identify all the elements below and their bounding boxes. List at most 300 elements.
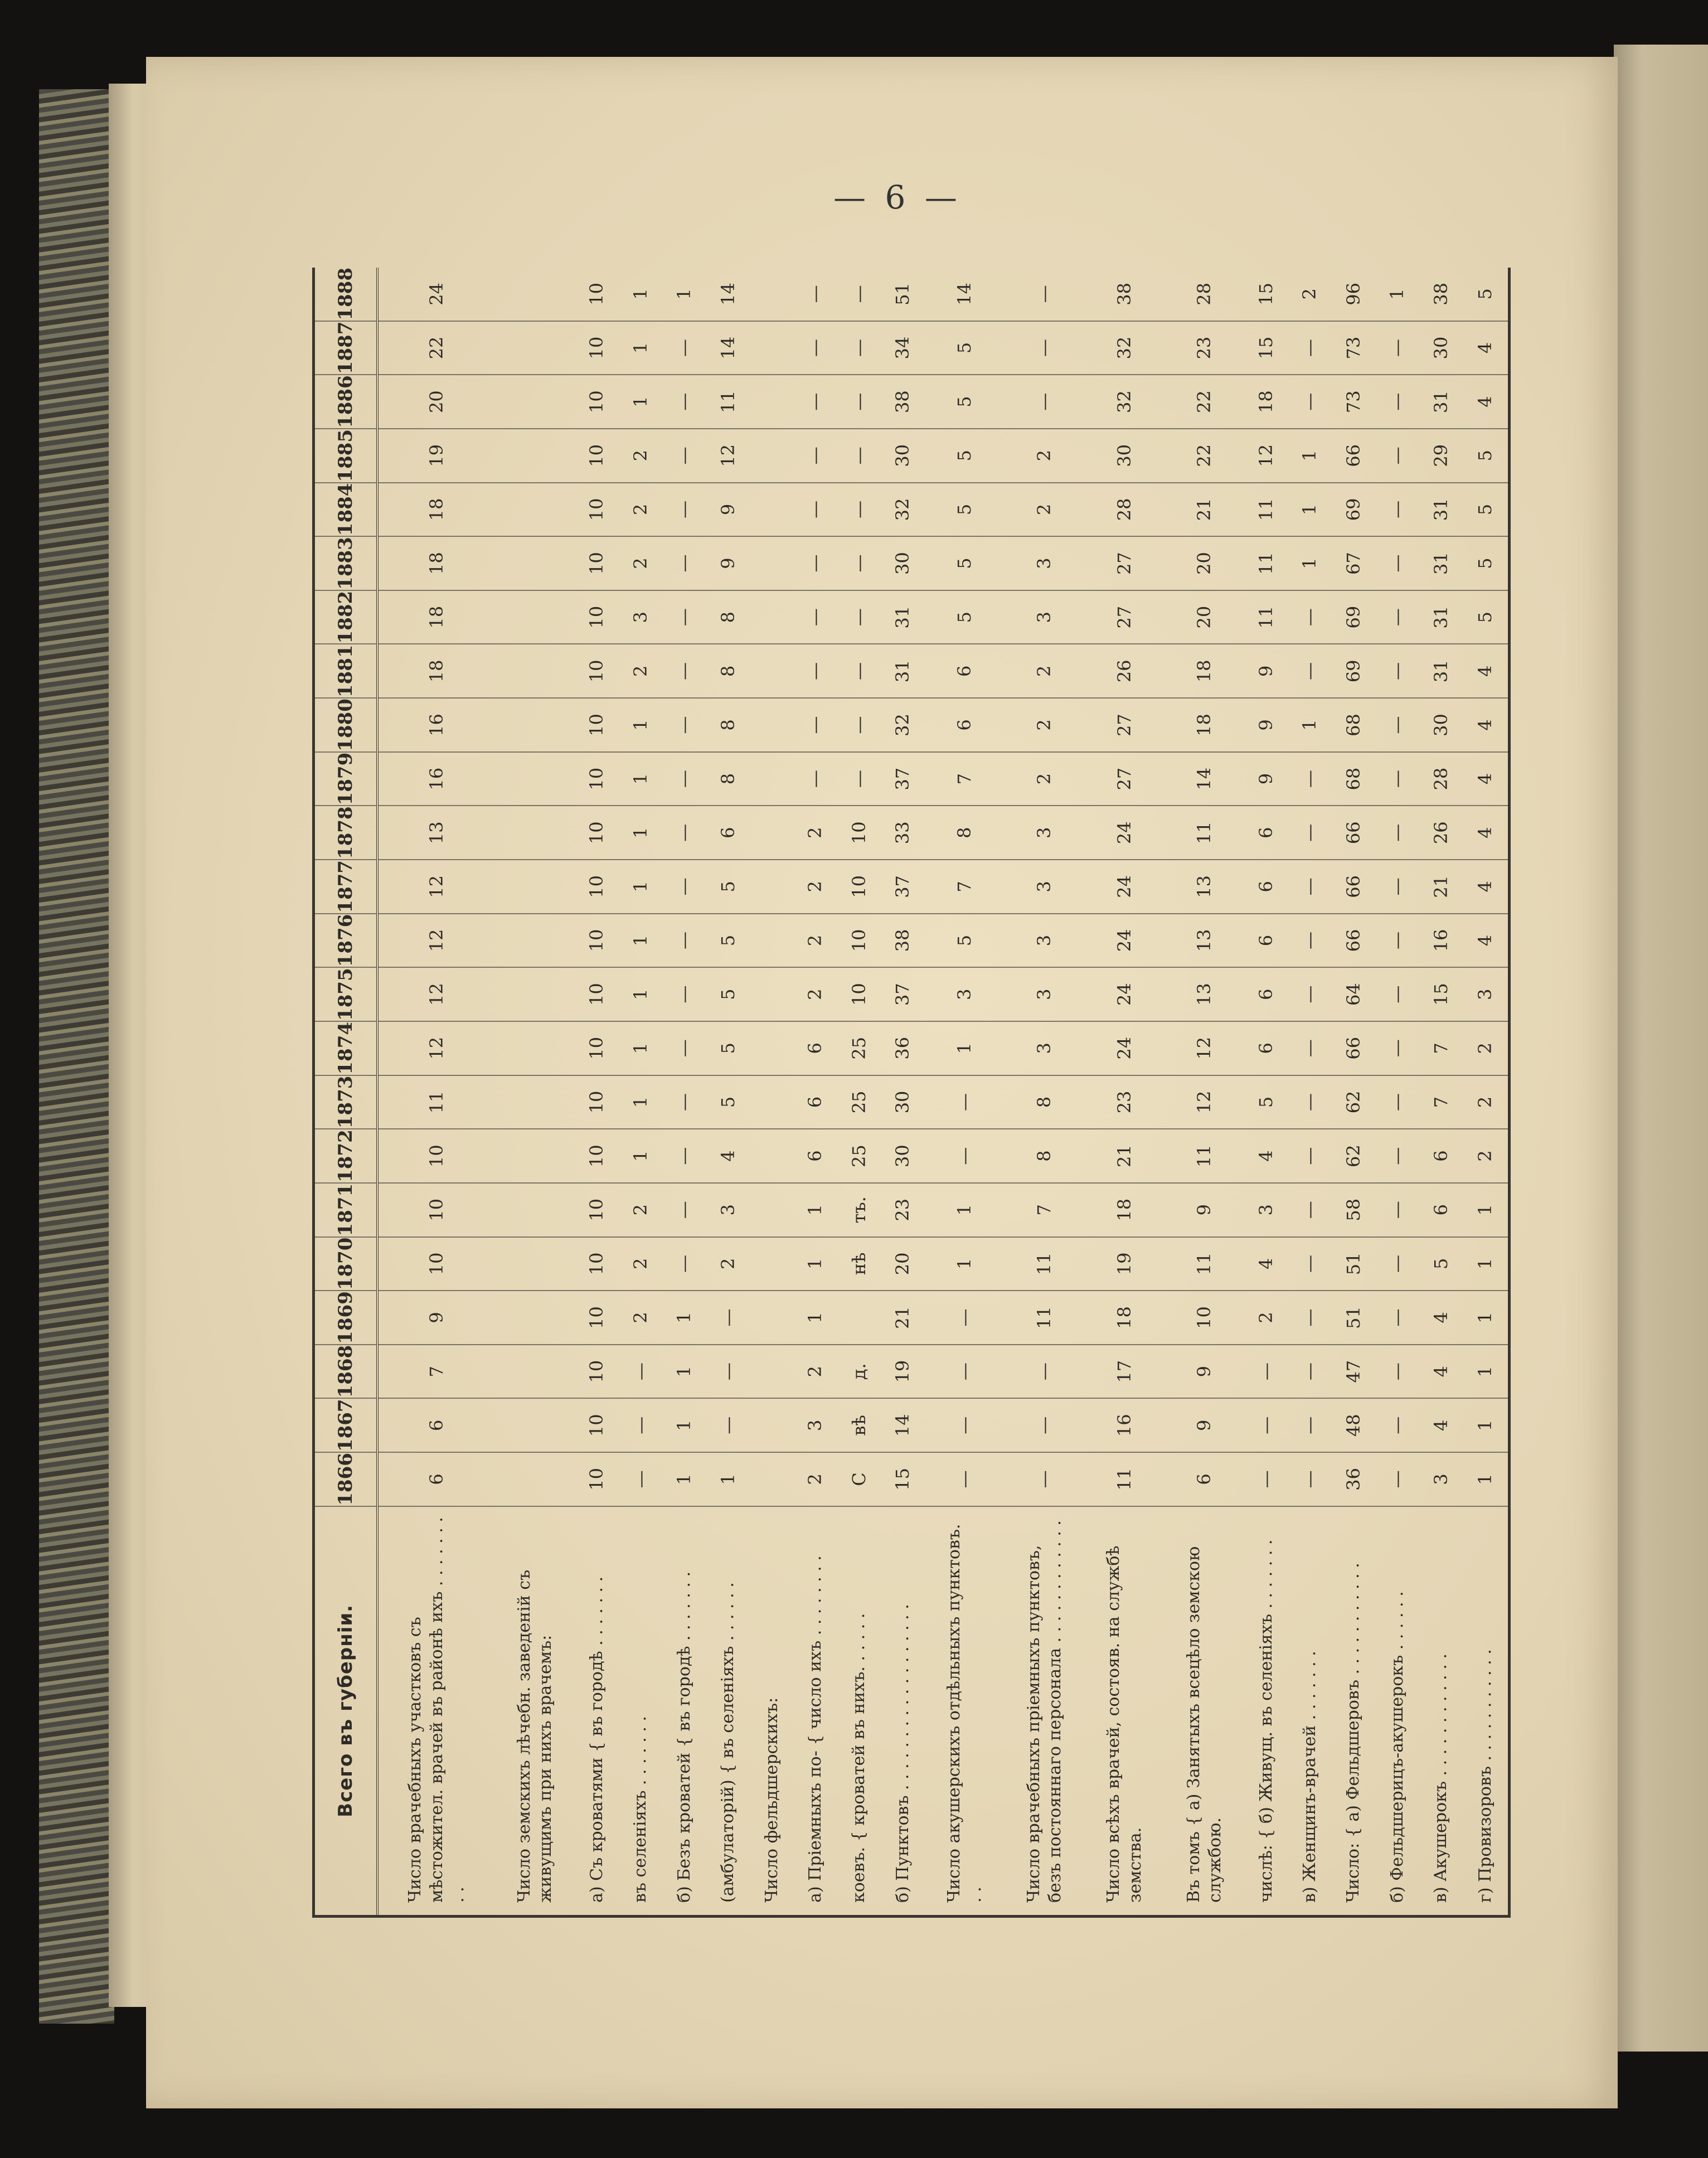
table-cell: 14: [706, 321, 750, 375]
table-cell: 1: [619, 1129, 662, 1183]
table-cell: 24: [1085, 967, 1164, 1021]
table-cell: 68: [1332, 698, 1375, 752]
table-cell: [496, 590, 575, 644]
table-cell: —: [1288, 752, 1332, 806]
table-cell: 5: [706, 1021, 750, 1075]
table-cell: 4: [1463, 806, 1510, 860]
row-label: г) Провизоровъ . . . . . . . . . . .: [1463, 1506, 1510, 1917]
table-cell: 10: [575, 483, 619, 537]
table-cell: —: [1376, 1075, 1419, 1129]
table-cell: 1: [1463, 1237, 1510, 1291]
table-cell: —: [663, 967, 706, 1021]
table-cell: 5: [925, 483, 1005, 537]
row-label: Число врачебныхъ участковъ съ мѣстожител. врачей въ районѣ ихъ . . . . . . . . .: [377, 1506, 496, 1917]
table-cell: —: [1245, 1452, 1288, 1506]
row-label: б) Безъ кроватей { въ городѣ . . . . . . .: [663, 1506, 706, 1917]
table-cell: 1: [1463, 1452, 1510, 1506]
table-cell: 1: [619, 752, 662, 806]
table-cell: 6: [1419, 1129, 1463, 1183]
table-cell: [496, 914, 575, 968]
table-cell: 3: [1005, 1021, 1085, 1075]
table-cell: 2: [1463, 1129, 1510, 1183]
table-cell: 1: [663, 268, 706, 321]
table-cell: 31: [881, 590, 925, 644]
table-cell: 10: [575, 429, 619, 483]
table-cell: 4: [1463, 860, 1510, 914]
year-header: 1888: [314, 268, 378, 321]
table-cell: [496, 752, 575, 806]
table-cell: —: [663, 1129, 706, 1183]
table-cell: 1: [1288, 429, 1332, 483]
table-cell: —: [1005, 1452, 1085, 1506]
table-cell: —: [1005, 268, 1085, 321]
table-cell: —: [925, 1398, 1005, 1452]
table-cell: 10: [575, 1291, 619, 1345]
table-cell: 15: [881, 1452, 925, 1506]
table-cell: —: [837, 698, 881, 752]
table-cell: 66: [1332, 806, 1375, 860]
table-cell: 5: [706, 967, 750, 1021]
table-cell: 10: [377, 1237, 496, 1291]
row-label: Число: { а) Фельдшеровъ . . . . . . . . . . .: [1332, 1506, 1375, 1917]
table-row: [1419, 268, 1463, 1917]
table-cell: 31: [1419, 536, 1463, 590]
table-cell: —: [1288, 1021, 1332, 1075]
table-cell: 30: [881, 1129, 925, 1183]
page-number: — 6 —: [833, 178, 962, 216]
table-cell: 10: [575, 1237, 619, 1291]
table-cell: 2: [1463, 1021, 1510, 1075]
table-cell: 32: [881, 698, 925, 752]
row-label: в) Женщинъ-врачей . . . . . . .: [1288, 1506, 1332, 1917]
table-cell: 1: [1288, 483, 1332, 537]
year-header: 1875: [314, 967, 378, 1021]
table-cell: 30: [1419, 321, 1463, 375]
table-cell: 1: [1288, 698, 1332, 752]
table-cell: 2: [706, 1237, 750, 1291]
table-cell: 69: [1332, 590, 1375, 644]
table-cell: 3: [1419, 1452, 1463, 1506]
table-cell: 38: [1419, 268, 1463, 321]
year-header: 1882: [314, 590, 378, 644]
table-cell: 10: [575, 752, 619, 806]
table-cell: —: [1288, 321, 1332, 375]
table-cell: 23: [1085, 1075, 1164, 1129]
table-cell: 10: [837, 967, 881, 1021]
table-cell: 26: [1419, 806, 1463, 860]
table-cell: —: [794, 483, 837, 537]
table-cell: 18: [377, 536, 496, 590]
table-cell: 5: [1419, 1237, 1463, 1291]
table-cell: 16: [1085, 1398, 1164, 1452]
table-cell: 2: [1288, 268, 1332, 321]
row-label: (амбулаторій) { въ селеніяхъ . . . . . .: [706, 1506, 750, 1917]
rotated-table-container: [312, 268, 1511, 1918]
table-cell: 1: [663, 1345, 706, 1399]
table-cell: [496, 1345, 575, 1399]
table-cell: 4: [706, 1129, 750, 1183]
table-cell: —: [794, 536, 837, 590]
table-cell: 3: [706, 1183, 750, 1237]
table-cell: —: [663, 1075, 706, 1129]
table-cell: 3: [1005, 590, 1085, 644]
table-cell: —: [663, 1021, 706, 1075]
table-cell: [496, 1021, 575, 1075]
table-cell: —: [925, 1291, 1005, 1345]
table-cell: [750, 375, 794, 429]
table-cell: 3: [1005, 860, 1085, 914]
table-cell: 1: [619, 967, 662, 1021]
table-cell: 1: [619, 806, 662, 860]
table-cell: 68: [1332, 752, 1375, 806]
table-cell: —: [663, 914, 706, 968]
table-cell: 7: [1005, 1183, 1085, 1237]
table-cell: —: [1005, 375, 1085, 429]
table-cell: 6: [1164, 1452, 1244, 1506]
table-cell: 18: [377, 483, 496, 537]
table-cell: 2: [1005, 483, 1085, 537]
table-cell: —: [794, 375, 837, 429]
table-row: [1005, 268, 1085, 1917]
table-row: [377, 268, 496, 1917]
table-cell: 1: [1376, 268, 1419, 321]
row-label: коевъ. { кроватей въ нихъ. . . . . .: [837, 1506, 881, 1917]
table-cell: 10: [575, 1398, 619, 1452]
table-cell: 4: [1463, 914, 1510, 968]
table-cell: 18: [1164, 698, 1244, 752]
table-cell: —: [1376, 1021, 1419, 1075]
table-cell: С: [837, 1452, 881, 1506]
table-cell: —: [1288, 1398, 1332, 1452]
table-cell: 23: [881, 1183, 925, 1237]
table-cell: 7: [377, 1345, 496, 1399]
table-cell: 9: [1164, 1345, 1244, 1399]
table-cell: 6: [794, 1021, 837, 1075]
table-cell: 36: [881, 1021, 925, 1075]
table-cell: —: [794, 644, 837, 698]
table-cell: —: [837, 536, 881, 590]
table-cell: [750, 429, 794, 483]
table-cell: [496, 429, 575, 483]
table-cell: 36: [1332, 1452, 1375, 1506]
table-cell: [750, 321, 794, 375]
table-header-row: [314, 268, 378, 1917]
table-cell: 67: [1332, 536, 1375, 590]
table-cell: [750, 1398, 794, 1452]
table-cell: д.: [837, 1345, 881, 1399]
table-cell: 4: [1245, 1237, 1288, 1291]
table-cell: [750, 1075, 794, 1129]
table-cell: 20: [1164, 590, 1244, 644]
table-cell: 11: [706, 375, 750, 429]
table-row: [496, 268, 575, 1917]
table-cell: —: [1376, 967, 1419, 1021]
table-cell: [496, 1183, 575, 1237]
table-cell: 7: [925, 752, 1005, 806]
table-cell: 10: [575, 590, 619, 644]
row-label: б) Пунктовъ . . . . . . . . . . . . . . . . . .: [881, 1506, 925, 1917]
table-cell: 37: [881, 860, 925, 914]
table-cell: 5: [1463, 483, 1510, 537]
table-cell: 1: [619, 375, 662, 429]
table-cell: 8: [1005, 1075, 1085, 1129]
table-cell: —: [706, 1291, 750, 1345]
table-cell: 73: [1332, 321, 1375, 375]
year-header: 1869: [314, 1291, 378, 1345]
table-cell: 4: [1419, 1398, 1463, 1452]
table-cell: —: [663, 483, 706, 537]
table-cell: тъ.: [837, 1183, 881, 1237]
table-cell: 8: [1005, 1129, 1085, 1183]
table-cell: [750, 806, 794, 860]
table-cell: 11: [1164, 806, 1244, 860]
table-cell: 48: [1332, 1398, 1375, 1452]
table-cell: 14: [1164, 752, 1244, 806]
table-cell: 9: [1164, 1398, 1244, 1452]
table-cell: [750, 1183, 794, 1237]
table-cell: 3: [1463, 967, 1510, 1021]
table-cell: 1: [1463, 1291, 1510, 1345]
table-cell: 19: [377, 429, 496, 483]
table-cell: 10: [575, 536, 619, 590]
table-cell: 18: [1245, 375, 1288, 429]
table-cell: 12: [377, 1021, 496, 1075]
table-cell: 25: [837, 1021, 881, 1075]
table-cell: 1: [619, 1075, 662, 1129]
table-cell: нѣ: [837, 1237, 881, 1291]
table-cell: —: [1288, 1237, 1332, 1291]
table-cell: 12: [706, 429, 750, 483]
table-cell: 32: [881, 483, 925, 537]
table-cell: 9: [706, 483, 750, 537]
year-header: 1887: [314, 321, 378, 375]
year-header: 1885: [314, 429, 378, 483]
table-cell: —: [1288, 860, 1332, 914]
table-cell: —: [1376, 914, 1419, 968]
table-cell: 7: [1419, 1021, 1463, 1075]
table-cell: —: [663, 321, 706, 375]
table-cell: 12: [1245, 429, 1288, 483]
table-cell: —: [663, 752, 706, 806]
table-cell: 3: [1005, 914, 1085, 968]
table-cell: 12: [1164, 1021, 1244, 1075]
table-cell: —: [1376, 483, 1419, 537]
table-cell: 15: [1245, 268, 1288, 321]
table-cell: 5: [706, 914, 750, 968]
table-cell: 1: [619, 268, 662, 321]
table-cell: 1: [1463, 1345, 1510, 1399]
table-cell: 1: [663, 1291, 706, 1345]
table-cell: 2: [794, 860, 837, 914]
table-cell: [496, 375, 575, 429]
table-cell: 12: [377, 967, 496, 1021]
table-cell: 51: [1332, 1237, 1375, 1291]
year-header: 1874: [314, 1021, 378, 1075]
table-cell: —: [706, 1398, 750, 1452]
table-cell: 11: [1245, 590, 1288, 644]
table-cell: 21: [1419, 860, 1463, 914]
table-cell: 6: [794, 1129, 837, 1183]
table-cell: [496, 1452, 575, 1506]
table-cell: 1: [925, 1021, 1005, 1075]
table-cell: —: [619, 1398, 662, 1452]
table-row: [1245, 268, 1288, 1917]
table-cell: 14: [706, 268, 750, 321]
table-cell: 8: [706, 752, 750, 806]
table-cell: 5: [706, 860, 750, 914]
table-cell: —: [663, 1183, 706, 1237]
table-cell: 2: [794, 967, 837, 1021]
table-cell: 37: [881, 752, 925, 806]
table-cell: 5: [706, 1075, 750, 1129]
table-cell: 8: [706, 644, 750, 698]
table-cell: 4: [1463, 644, 1510, 698]
table-cell: 31: [1419, 644, 1463, 698]
table-cell: —: [1376, 1183, 1419, 1237]
table-cell: [750, 1237, 794, 1291]
table-cell: 30: [881, 536, 925, 590]
table-cell: 13: [1164, 914, 1244, 968]
table-cell: 26: [1085, 644, 1164, 698]
table-cell: 1: [925, 1183, 1005, 1237]
table-cell: 10: [575, 321, 619, 375]
table-row: [706, 268, 750, 1917]
table-cell: 2: [1005, 752, 1085, 806]
table-cell: 1: [619, 1021, 662, 1075]
table-cell: 30: [1419, 698, 1463, 752]
table-cell: 10: [575, 914, 619, 968]
table-cell: —: [837, 321, 881, 375]
table-cell: 9: [1245, 752, 1288, 806]
year-header: 1868: [314, 1345, 378, 1399]
table-cell: 24: [1085, 914, 1164, 968]
table-cell: 1: [794, 1291, 837, 1345]
table-row: [1463, 268, 1510, 1917]
table-cell: 2: [619, 1237, 662, 1291]
table-cell: 9: [377, 1291, 496, 1345]
table-cell: 6: [377, 1452, 496, 1506]
table-cell: —: [1376, 1398, 1419, 1452]
table-cell: 10: [575, 268, 619, 321]
table-cell: [496, 321, 575, 375]
table-row: [881, 268, 925, 1917]
table-cell: 1: [1463, 1398, 1510, 1452]
year-header: 1873: [314, 1075, 378, 1129]
table-cell: 27: [1085, 752, 1164, 806]
table-cell: 24: [1085, 1021, 1164, 1075]
table-cell: 10: [575, 1129, 619, 1183]
table-cell: 16: [1419, 914, 1463, 968]
table-cell: 27: [1085, 590, 1164, 644]
table-cell: —: [1376, 1237, 1419, 1291]
table-cell: 30: [881, 429, 925, 483]
table-cell: —: [1376, 698, 1419, 752]
table-cell: 19: [1085, 1237, 1164, 1291]
table-cell: —: [794, 752, 837, 806]
table-cell: 6: [925, 698, 1005, 752]
table-cell: 2: [794, 806, 837, 860]
table-title: Всего въ губерніи.: [314, 1506, 378, 1917]
table-cell: —: [1376, 1291, 1419, 1345]
table-cell: 8: [925, 806, 1005, 860]
table-cell: [750, 967, 794, 1021]
table-cell: [496, 967, 575, 1021]
table-cell: 11: [1245, 536, 1288, 590]
table-cell: 3: [1005, 536, 1085, 590]
table-row: [1376, 268, 1419, 1917]
year-header: 1866: [314, 1452, 378, 1506]
table-cell: 30: [881, 1075, 925, 1129]
table-cell: 2: [1005, 644, 1085, 698]
table-cell: 16: [377, 752, 496, 806]
table-cell: 1: [794, 1183, 837, 1237]
table-cell: 5: [1463, 268, 1510, 321]
year-header: 1881: [314, 644, 378, 698]
table-cell: 6: [794, 1075, 837, 1129]
table-cell: —: [1376, 321, 1419, 375]
table-cell: 1: [925, 1237, 1005, 1291]
table-cell: 11: [1085, 1452, 1164, 1506]
table-cell: 24: [1085, 860, 1164, 914]
year-header: 1879: [314, 752, 378, 806]
table-cell: 12: [1164, 1075, 1244, 1129]
table-cell: 1: [619, 321, 662, 375]
table-cell: 47: [1332, 1345, 1375, 1399]
table-cell: 2: [619, 536, 662, 590]
table-cell: 10: [575, 806, 619, 860]
table-cell: 18: [377, 590, 496, 644]
table-cell: 96: [1332, 268, 1375, 321]
table-cell: —: [1288, 1183, 1332, 1237]
table-cell: 3: [794, 1398, 837, 1452]
table-row: [925, 268, 1005, 1917]
table-cell: 4: [1419, 1291, 1463, 1345]
table-cell: 3: [619, 590, 662, 644]
table-cell: 1: [1463, 1183, 1510, 1237]
table-cell: [496, 1075, 575, 1129]
table-cell: 4: [1463, 752, 1510, 806]
table-row: [663, 268, 706, 1917]
table-cell: 15: [1245, 321, 1288, 375]
table-cell: 24: [377, 268, 496, 321]
table-cell: —: [1288, 1291, 1332, 1345]
table-cell: 6: [1419, 1183, 1463, 1237]
table-cell: —: [663, 860, 706, 914]
table-cell: —: [1288, 1345, 1332, 1399]
table-cell: вѣ: [837, 1398, 881, 1452]
table-cell: —: [1376, 1129, 1419, 1183]
table-cell: 66: [1332, 429, 1375, 483]
table-cell: 5: [1463, 590, 1510, 644]
table-row: [619, 268, 662, 1917]
row-label: а) Съ кроватями { въ городѣ . . . . . . .: [575, 1506, 619, 1917]
table-cell: —: [1245, 1345, 1288, 1399]
row-label: въ селеніяхъ . . . . . . .: [619, 1506, 662, 1917]
table-cell: 13: [1164, 860, 1244, 914]
table-cell: —: [837, 429, 881, 483]
table-cell: [750, 860, 794, 914]
table-cell: [750, 914, 794, 968]
table-cell: —: [663, 644, 706, 698]
table-cell: 29: [1419, 429, 1463, 483]
year-header: 1877: [314, 860, 378, 914]
table-cell: 11: [1005, 1291, 1085, 1345]
table-row: [1085, 268, 1164, 1917]
row-label: Въ томъ { а) Занятыхъ всецѣло земскою службою.: [1164, 1506, 1244, 1917]
year-header: 1880: [314, 698, 378, 752]
table-cell: —: [1288, 806, 1332, 860]
table-cell: —: [1245, 1398, 1288, 1452]
